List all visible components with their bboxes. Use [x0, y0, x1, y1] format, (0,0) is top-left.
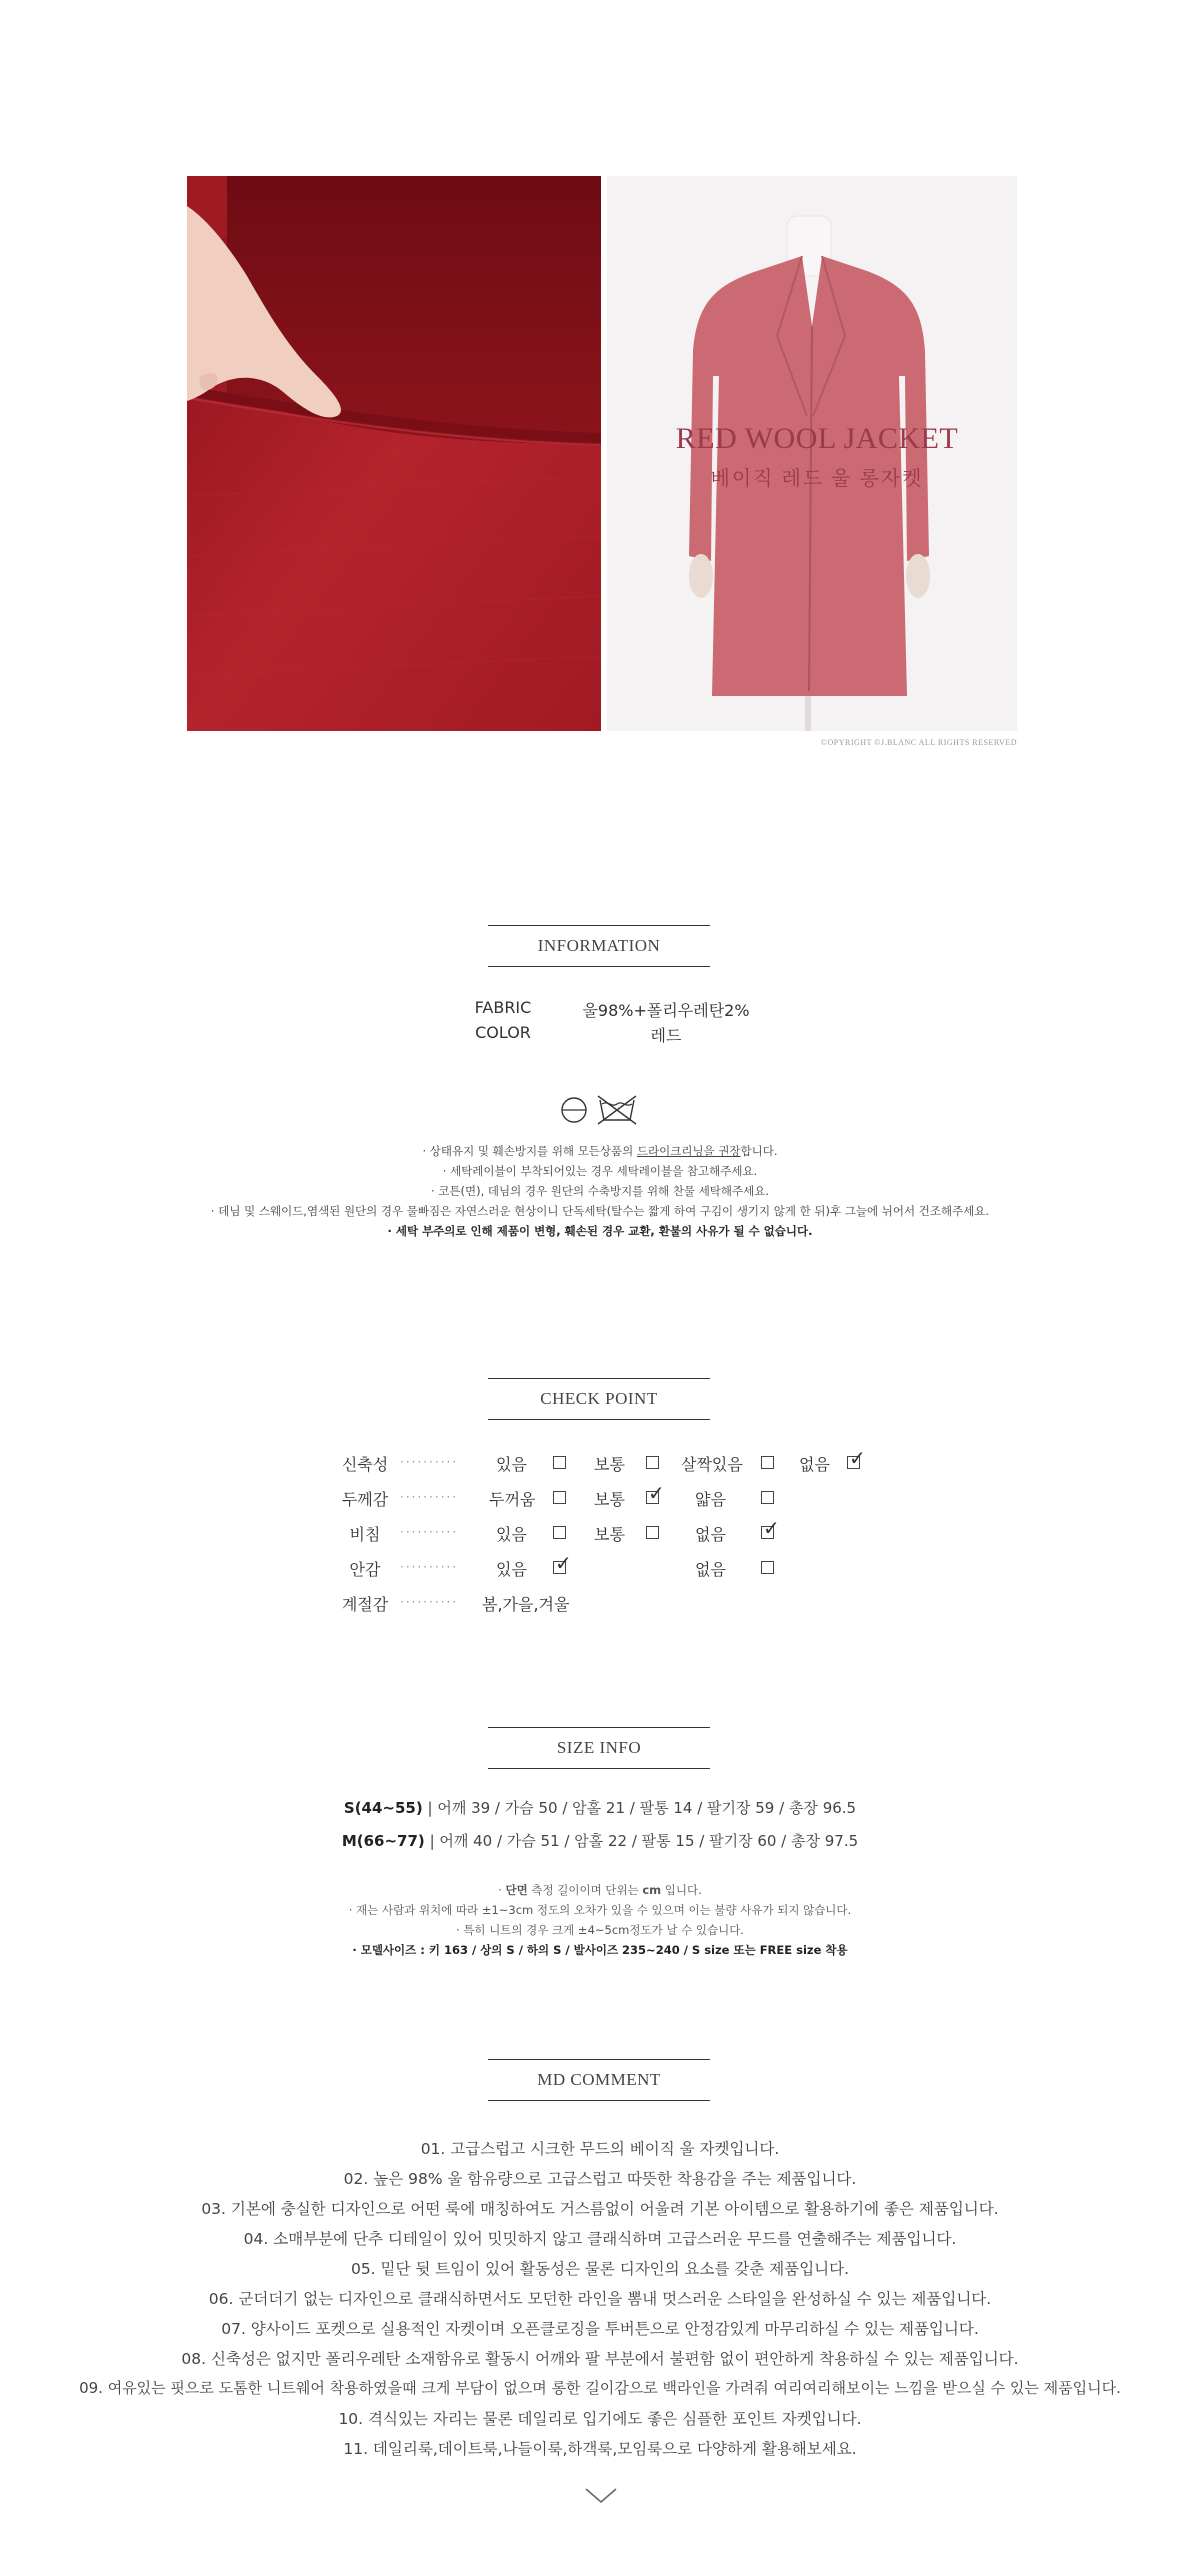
md-comment-line: 04. 소매부분에 단추 디테일이 있어 밋밋하지 않고 클래식하며 고급스러운 무드를 연출해주는 제품입니다. [243, 2230, 957, 2248]
checkbox-thickness-thin [761, 1491, 774, 1504]
md-comment-line: 11. 데일리룩,데이트룩,나들이룩,하객룩,모임룩으로 다양하게 활용해보세요. [343, 2440, 857, 2458]
md-comment-line: 05. 밑단 뒷 트임이 있어 활동성은 물론 디자인의 요소를 갖춘 제품입니다. [350, 2260, 850, 2278]
product-title: RED WOOL JACKET [675, 422, 959, 455]
option-label: 없음 [695, 1525, 726, 1544]
season-value: 봄,가을,겨울 [482, 1595, 570, 1614]
option-label: 보통 [594, 1490, 625, 1509]
md-comment-line: 09. 여유있는 핏으로 도톰한 니트웨어 착용하였을때 크게 부담이 없으며 롱한 길이감으로 백라인을 가려줘 여리여리해보이는 느낌을 받으실 수 있는 제품입니다. [79, 2379, 1121, 2397]
md-comment-line: 08. 신축성은 없지만 폴리우레탄 소재함유로 활동시 어깨와 팔 부분에서 불편함 없이 편안하게 착용하실 수 있는 제품입니다. [181, 2350, 1019, 2368]
care-note-3: · 코튼(면), 데님의 경우 원단의 수축방지를 위해 찬물 세탁해주세요. [430, 1184, 769, 1198]
size-detail: | 어깨 39 / 가슴 50 / 암홀 21 / 팔통 14 / 팔기장 59 / 총장 96.5 [422, 1799, 857, 1817]
fabric-value: 울98%+폴리우레탄2% [582, 1001, 750, 1020]
model-size-note: · 모델사이즈 : 키 163 / 상의 S / 하의 S / 발사이즈 235~240 / S size 또는 FREE size 착용 [352, 1943, 848, 1957]
fabric-closeup-photo [187, 176, 601, 731]
md-comment-line: 03. 기본에 충실한 디자인으로 어떤 룩에 매칭하여도 거스름없이 어울려 기본 아이템으로 활용하기에 좋은 제품입니다. [201, 2200, 999, 2218]
option-label: 보통 [594, 1455, 625, 1474]
check-mark-icon: ✓ [849, 1446, 866, 1470]
checkbox-sheerness-normal [646, 1526, 659, 1539]
option-label: 있음 [496, 1455, 527, 1474]
size-row-s [0, 1797, 1200, 1818]
checkbox-elasticity-slight [761, 1456, 774, 1469]
care-icons [560, 1090, 640, 1130]
checkpoint-dots: ·········· [400, 1525, 459, 1539]
fabric-label: FABRIC [474, 998, 532, 1017]
option-label: 없음 [799, 1455, 830, 1474]
option-label: 얇음 [695, 1490, 726, 1509]
chevron-down-icon[interactable] [584, 2486, 618, 2506]
option-label: 보통 [594, 1525, 625, 1544]
checkpoint-label-season: 계절감 [341, 1595, 389, 1614]
care-warning: · 세탁 부주의로 인해 제품이 변형, 훼손된 경우 교환, 환불의 사유가 될 수 없습니다. [387, 1224, 813, 1238]
md-comment-header: MD COMMENT [488, 2059, 710, 2101]
color-label: COLOR [475, 1023, 531, 1042]
checkbox-elasticity-normal [646, 1456, 659, 1469]
color-value: 레드 [650, 1026, 682, 1045]
size-note-1: · 단면 측정 길이이며 단위는 cm 입니다. [498, 1883, 702, 1897]
size-detail: | 어깨 40 / 가슴 51 / 암홀 22 / 팔통 15 / 팔기장 60 / 총장 97.5 [424, 1832, 859, 1850]
care-note-2: · 세탁레이블이 부착되어있는 경우 세탁레이블을 참고해주세요. [442, 1164, 758, 1178]
checkpoint-dots: ·········· [400, 1595, 459, 1609]
information-header: INFORMATION [488, 925, 710, 967]
size-name: S(44~55) [343, 1799, 423, 1817]
option-label: 살짝있음 [681, 1455, 743, 1474]
checkbox-thickness-thick [553, 1491, 566, 1504]
md-comment-line: 07. 양사이드 포켓으로 실용적인 자켓이며 오픈클로징을 투버튼으로 안정감있게 마무리하실 수 있는 제품입니다. [221, 2320, 979, 2338]
hero-banner [187, 176, 1017, 747]
checkpoint-label-sheerness: 비침 [349, 1525, 381, 1544]
care-note-1: · 상태유지 및 훼손방지를 위해 모든상품의 드라이크리닝을 권장합니다. [422, 1144, 778, 1158]
care-note-emphasis: 드라이크리닝을 권장 [636, 1144, 741, 1158]
size-info-header: SIZE INFO [488, 1727, 710, 1769]
md-comment-line: 10. 격식있는 자리는 물론 데일리로 입기에도 좋은 심플한 포인트 자켓입니다. [338, 2410, 862, 2428]
checkbox-elasticity-yes [553, 1456, 566, 1469]
size-note-3: · 특히 니트의 경우 크게 ±4~5cm정도가 날 수 있습니다. [456, 1923, 744, 1937]
copyright-text: ©OPYRIGHT ©J.BLANC ALL RIGHTS RESERVED [820, 738, 1017, 747]
md-comment-line: 02. 높은 98% 울 함유량으로 고급스럽고 따뜻한 착용감을 주는 제품입니다. [343, 2170, 857, 2188]
option-label: 두꺼움 [489, 1490, 536, 1509]
check-mark-icon: ✓ [763, 1516, 780, 1540]
checkbox-sheerness-none [761, 1516, 780, 1540]
md-comment-line: 01. 고급스럽고 시크한 무드의 베이직 울 자켓입니다. [420, 2140, 780, 2158]
checkbox-thickness-normal [646, 1481, 665, 1505]
checkpoint-label-elasticity: 신축성 [341, 1455, 389, 1474]
check-mark-icon: ✓ [648, 1481, 665, 1505]
checkbox-lining-none [761, 1561, 774, 1574]
checkpoint-header: CHECK POINT [488, 1378, 710, 1420]
checkbox-sheerness-yes [553, 1526, 566, 1539]
checkbox-elasticity-none [847, 1446, 866, 1470]
size-name: M(66~77) [341, 1832, 425, 1850]
checkpoint-dots: ·········· [400, 1490, 459, 1504]
dry-clean-icon [562, 1098, 586, 1122]
check-mark-icon: ✓ [555, 1551, 572, 1575]
size-note-2: · 재는 사람과 위치에 따라 ±1~3cm 정도의 오차가 있을 수 있으며 이는 불량 사유가 되지 않습니다. [348, 1903, 852, 1917]
option-label: 있음 [496, 1560, 527, 1579]
checkbox-lining-yes [553, 1551, 572, 1575]
option-label: 있음 [496, 1525, 527, 1544]
care-note-4: · 데님 및 스웨이드,염색된 원단의 경우 물빠짐은 자연스러운 현상이니 단독세탁(탈수는 짧게 하여 구김이 생기지 않게 한 뒤)후 그늘에 뉘어서 건조해주세요. [210, 1204, 990, 1218]
product-subtitle: 베이직 레드 울 롱자켓 [710, 468, 924, 490]
checkpoint-label-thickness: 두께감 [341, 1490, 389, 1509]
checkpoint-dots: ·········· [400, 1560, 459, 1574]
checkpoint-label-lining: 안감 [349, 1560, 381, 1579]
size-row-m [0, 1830, 1200, 1851]
no-wash-icon [598, 1096, 636, 1124]
checkpoint-dots: ·········· [400, 1455, 459, 1469]
option-label: 없음 [695, 1560, 726, 1579]
md-comment-line: 06. 군더더기 없는 디자인으로 클래식하면서도 모던한 라인을 뽐내 멋스러운 스타일을 완성하실 수 있는 제품입니다. [208, 2290, 992, 2308]
